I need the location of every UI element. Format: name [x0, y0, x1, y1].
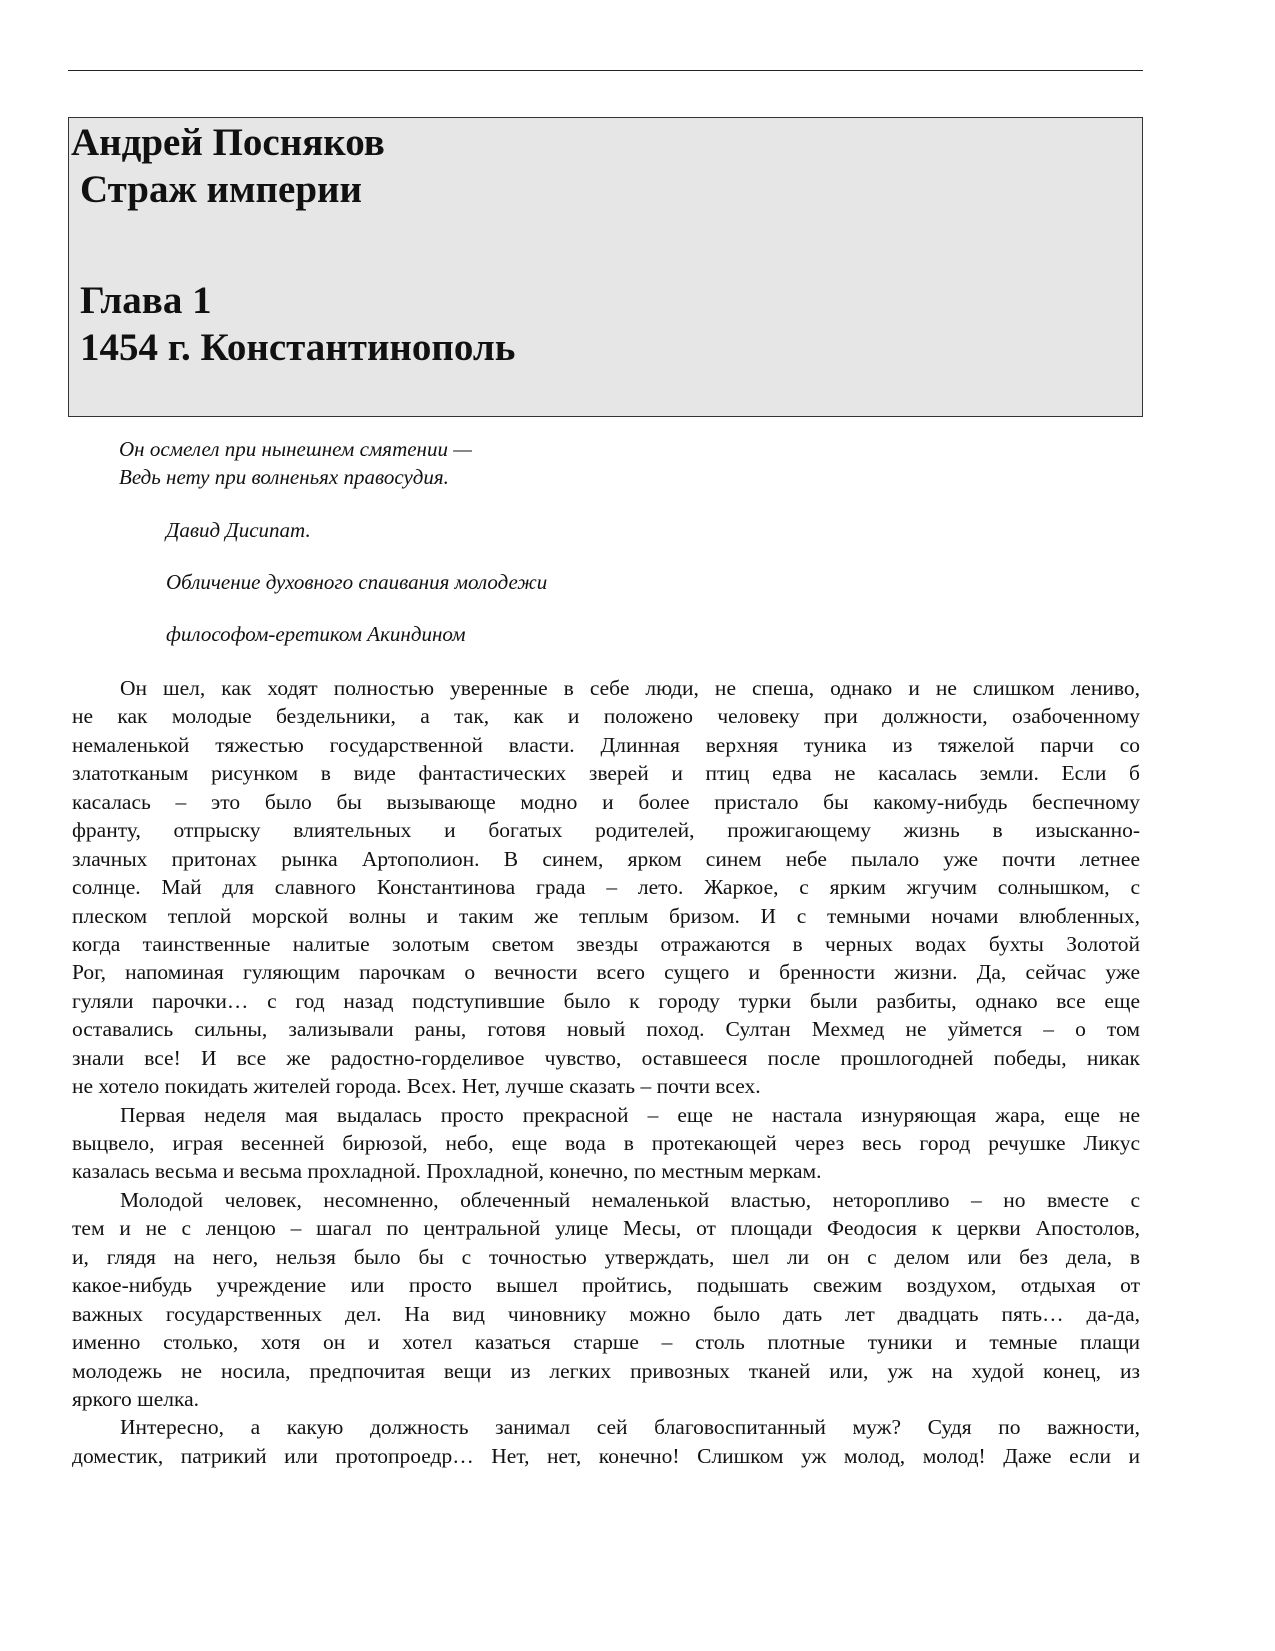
text-line: и, глядя на него, нельзя было бы с точностью утверждать, шел ли он с делом или без дела, в: [72, 1244, 1140, 1269]
text-line: яркого шелка.: [72, 1386, 200, 1411]
header-rule: [68, 70, 1143, 71]
text-line: Молодой человек, несомненно, облеченный немаленькой властью, неторопливо – но вместе с: [120, 1187, 1140, 1212]
text-line: франту, отпрыску влиятельных и богатых родителей, прожигающему жизнь в изысканно-: [72, 818, 1140, 843]
epigraph-line: Он осмелел при нынешнем смятении —: [119, 437, 472, 461]
paragraph: [72, 1413, 1140, 1470]
text-line: молодежь не носила, предпочитая вещи из легких привозных тканей или, уж на худой конец, из: [72, 1358, 1140, 1383]
text-line: знали все! И все же радостно-горделивое чувство, оставшееся после прошлогодней победы, никак: [72, 1045, 1140, 1070]
text-line: доместик, патрикий или протопроедр… Нет, нет, конечно! Слишком уж молод, молод! Даже если и: [72, 1443, 1140, 1468]
epigraph-attribution: Обличение духовного спаивания молодежи: [166, 570, 548, 594]
book-title: Страж империи: [80, 168, 362, 211]
text-line: солнце. Май для славного Константинова града – лето. Жаркое, с ярким жгучим солнышком, с: [72, 875, 1140, 900]
chapter-subtitle: 1454 г. Константинополь: [80, 326, 516, 369]
text-line: казалась весьма и весьма прохладной. Прохладной, конечно, по местным меркам.: [72, 1159, 822, 1184]
text-line: златотканым рисунком в виде фантастических зверей и птиц едва не касалась земли. Если б: [72, 761, 1140, 786]
epigraph-attribution: Давид Дисипат.: [166, 518, 311, 542]
text-line: немаленькой тяжестью государственной власти. Длинная верхняя туника из тяжелой парчи со: [72, 732, 1140, 757]
text-line: Рог, напоминая гуляющим парочкам о вечности всего сущего и бренности жизни. Да, сейчас уже: [72, 960, 1140, 985]
paragraph: [72, 1186, 1140, 1414]
text-line: оставались сильны, зализывали раны, готовя новый поход. Султан Мехмед не уймется – о том: [72, 1017, 1140, 1042]
text-line: какое-нибудь учреждение или просто вышел пройтись, подышать свежим воздухом, отдыхая от: [72, 1273, 1140, 1298]
chapter-title: Глава 1: [80, 279, 212, 322]
paragraph: [72, 1101, 1140, 1186]
text-line: выцвело, играя весенней бирюзой, небо, еще вода в протекающей через весь город речушке Ликус: [72, 1131, 1140, 1155]
text-line: плеском теплой морской волны и таким же теплым бризом. И с темными ночами влюбленных,: [72, 903, 1140, 928]
text-line: гуляли парочки… с год назад подступившие было к городу турки были разбиты, однако все еще: [72, 988, 1140, 1013]
text-line: злачных притонах рынка Артополион. В синем, ярком синем небе пылало уже почти летнее: [72, 846, 1140, 871]
text-line: именно столько, хотя он и хотел казаться старше – столь плотные туники и темные плащи: [72, 1330, 1140, 1355]
text-line: важных государственных дел. На вид чиновнику можно было дать лет двадцать пять… да-да,: [72, 1301, 1140, 1326]
text-line: не хотело покидать жителей города. Всех. Нет, лучше сказать – почти всех.: [72, 1074, 761, 1099]
author-name: Андрей Посняков: [71, 121, 385, 164]
text-line: Интересно, а какую должность занимал сей благовоспитанный муж? Судя по важности,: [120, 1415, 1140, 1440]
text-line: касалась – это было бы вызывающе модно и более пристало бы какому-нибудь беспечному: [72, 789, 1140, 814]
epigraph-attribution: философом-еретиком Акиндином: [166, 622, 466, 646]
epigraph-line: Ведь нету при волненьях правосудия.: [119, 465, 449, 489]
text-line: тем и не с ленцою – шагал по центральной улице Месы, от площади Феодосия к церкви Апостолов,: [72, 1216, 1140, 1241]
paragraph: [72, 674, 1140, 1101]
text-line: Он шел, как ходят полностью уверенные в себе люди, не спеша, однако и не слишком лениво,: [120, 676, 1140, 700]
body-text: [72, 674, 1140, 1470]
text-line: не как молодые бездельники, а так, как и положено человеку при должности, озабоченному: [72, 704, 1140, 729]
text-line: Первая неделя мая выдалась просто прекрасной – еще не настала изнуряющая жара, еще не: [120, 1102, 1140, 1127]
text-line: когда таинственные налитые золотым светом звезды отражаются в черных водах бухты Золотой: [72, 931, 1140, 956]
